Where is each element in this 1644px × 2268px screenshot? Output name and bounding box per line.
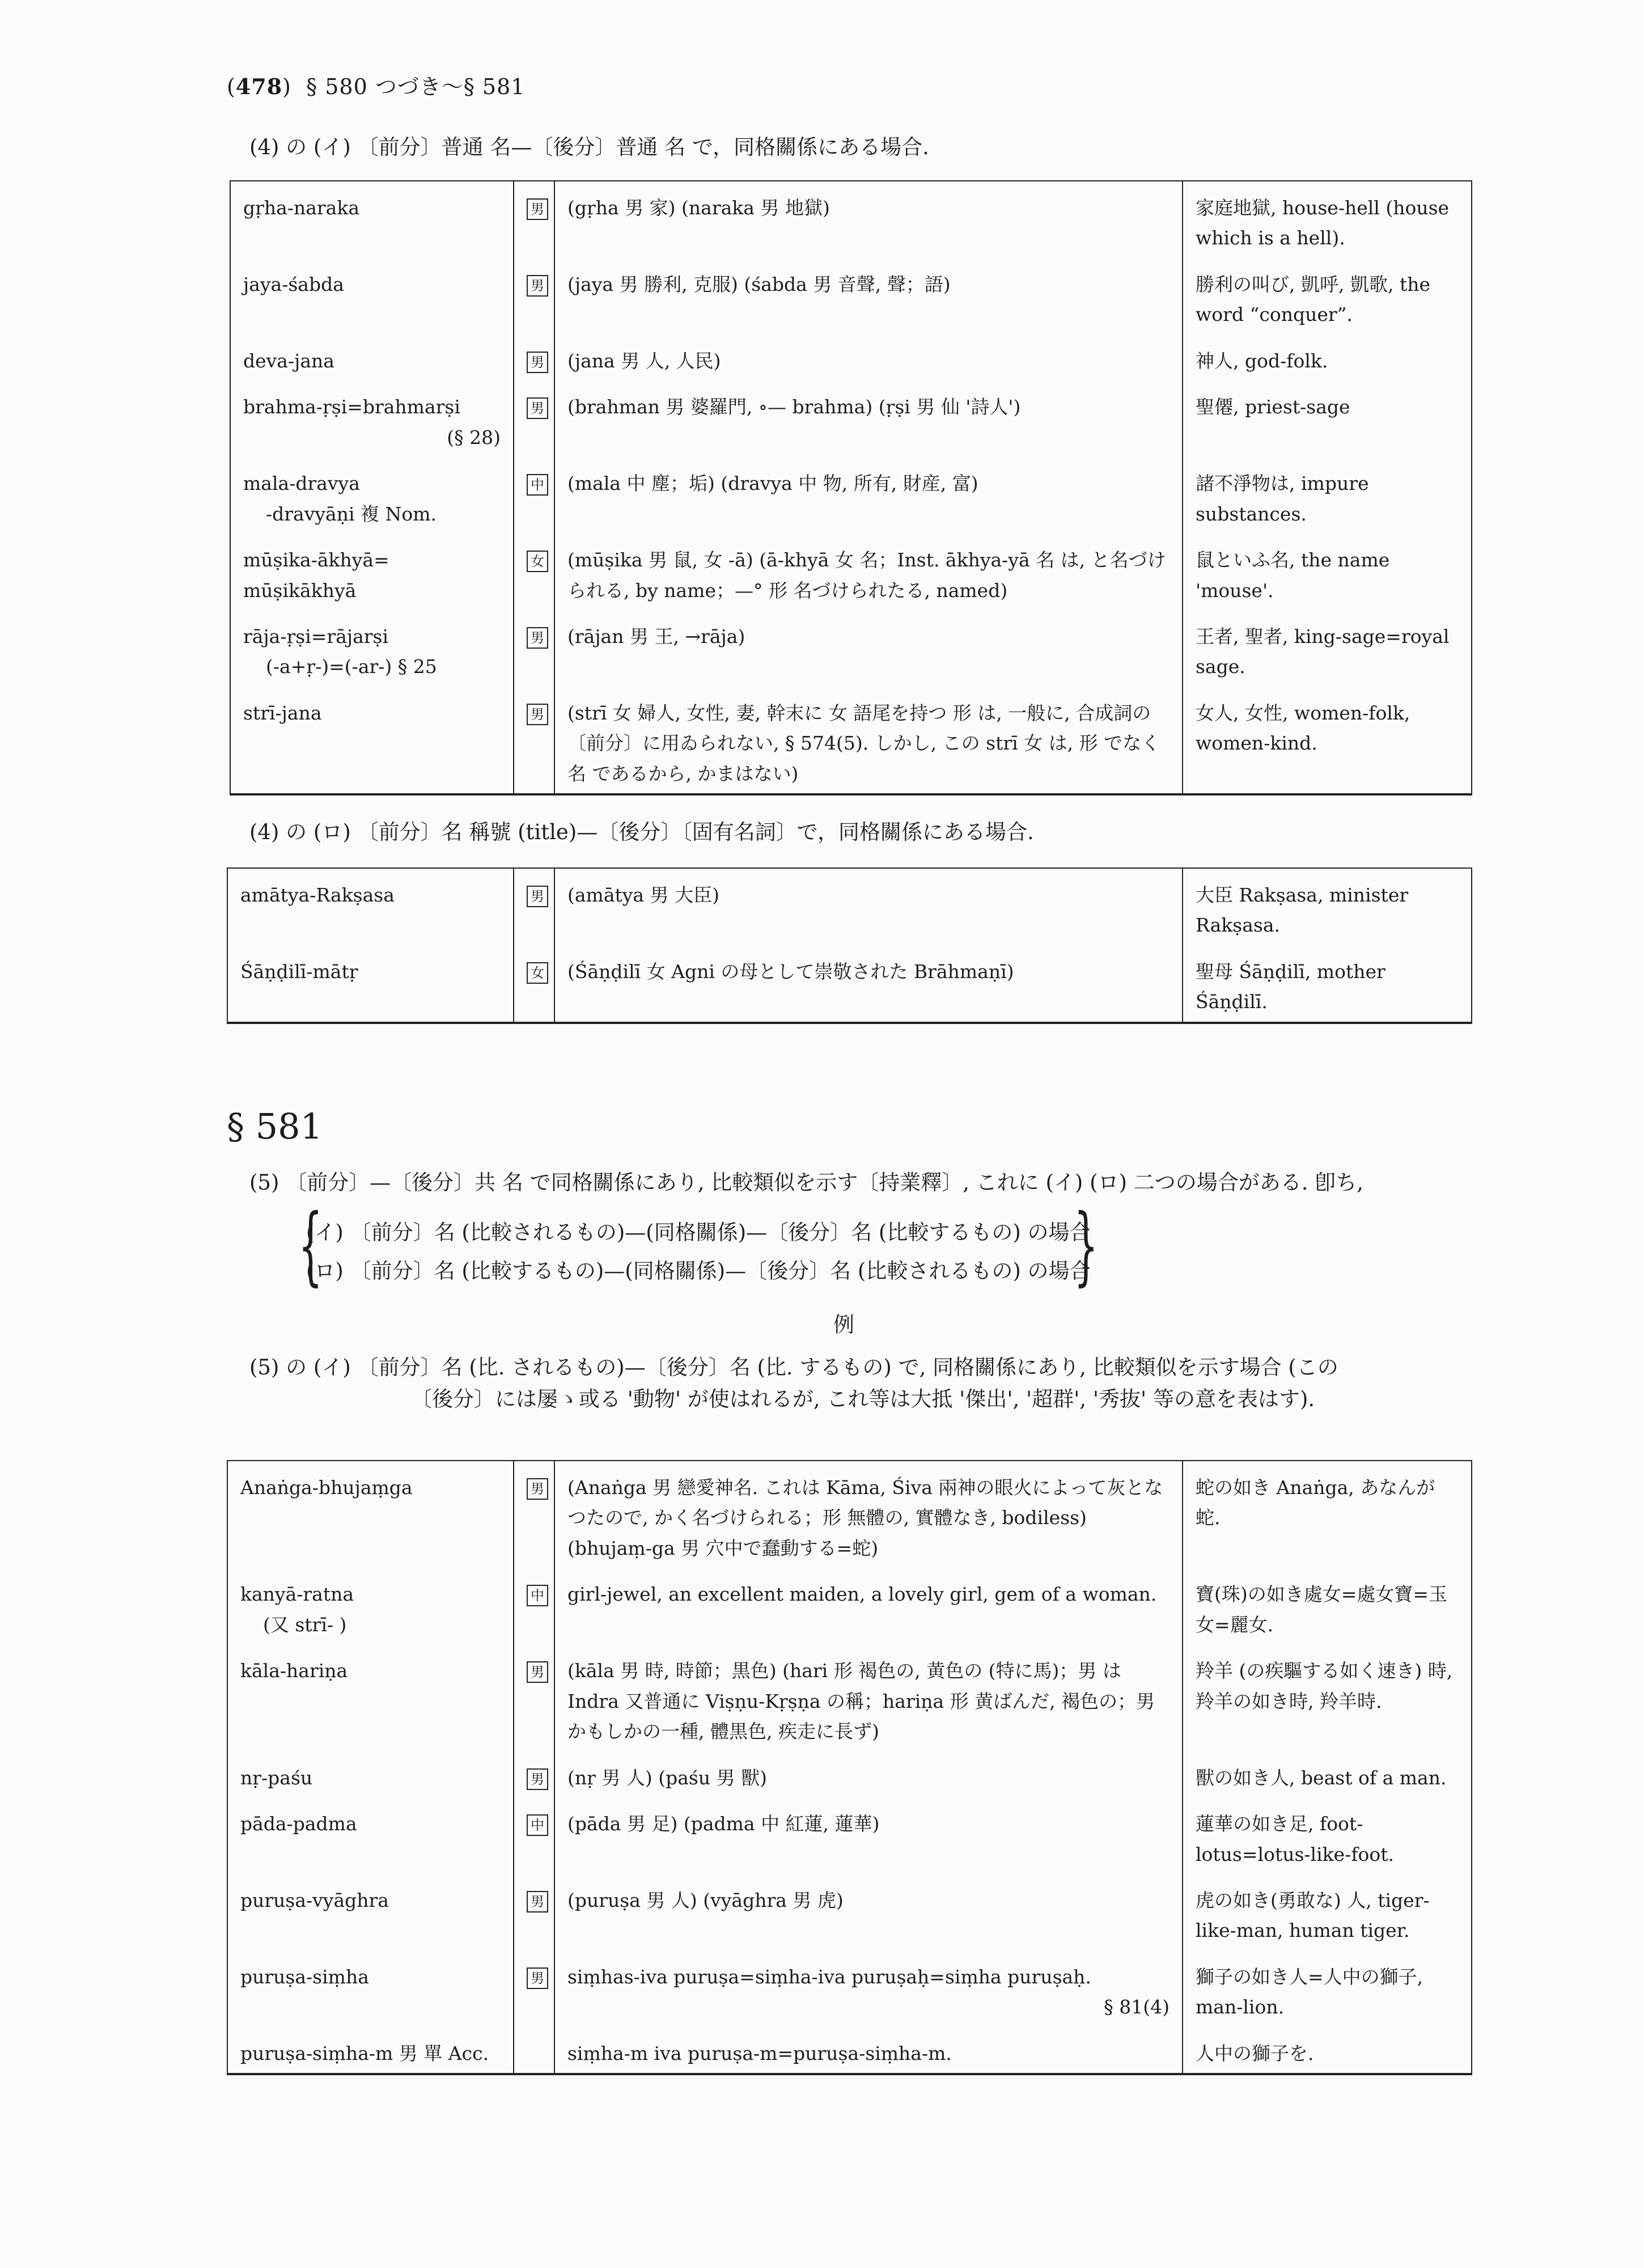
- meaning-cell: [1183, 945, 1472, 1023]
- meaning: 人中の獅子を.: [1196, 2042, 1314, 2064]
- compound-table-5-i: [227, 1460, 1472, 2075]
- analysis: (mala 中 塵；垢) (dravya 中 物, 所有, 財産, 富): [567, 472, 978, 495]
- compound-table-4-ro: [227, 868, 1472, 1024]
- gender-cell: [514, 1874, 554, 1950]
- meaning: 勝利の叫び, 凱呼, 凱歌, the word “conquer”.: [1196, 273, 1430, 326]
- analysis-cell: [554, 258, 1183, 335]
- analysis: (kāla 男 時, 時節；黒色) (hari 形 褐色の, 黄色の (特に馬)；男 は Indra 又普通に Viṣṇu-Kṛṣṇa の稱；hariṇa 形 黄ばんだ, 褐色の；男 かもしかの一種, 體黒色, 疾走に長ず): [567, 1660, 1155, 1743]
- table-row: [227, 1874, 1472, 1950]
- gender-cell: [514, 1797, 554, 1874]
- meaning-cell: [1183, 1568, 1472, 1644]
- table-row: [230, 534, 1472, 610]
- term: mūṣika-ākhyā=: [243, 549, 389, 572]
- gender-cell: [514, 945, 554, 1023]
- meaning: 諸不淨物は, impure substances.: [1196, 472, 1369, 525]
- table-row: [227, 1461, 1472, 1568]
- gender-marker: 男: [527, 275, 548, 297]
- analysis: (jaya 男 勝利, 克服) (śabda 男 音聲, 聲；語): [567, 273, 951, 295]
- analysis-cell: [554, 534, 1183, 610]
- term-cell: [230, 335, 514, 380]
- table-row: [230, 335, 1472, 380]
- term-cell: [227, 2027, 514, 2074]
- meaning-cell: [1183, 1950, 1472, 2027]
- term: pāda-padma: [240, 1813, 357, 1835]
- term: jaya-śabda: [243, 273, 344, 295]
- meaning-cell: [1183, 1874, 1472, 1950]
- term-cell: [227, 1751, 514, 1797]
- term: puruṣa-vyāghra: [240, 1889, 389, 1911]
- gender-cell: [514, 2027, 554, 2074]
- meaning: 王者, 聖者, king-sage=royal sage.: [1196, 625, 1450, 678]
- heading-4-i: (4) の (イ) 〔前分〕普通 名—〔後分〕普通 名 で，同格關係にある場合.: [249, 135, 929, 159]
- heading-5-i-line1: (5) の (イ) 〔前分〕名 (比. されるもの)—〔後分〕名 (比. するもの) で, 同格關係にあり, 比較類似を示す場合 (この: [249, 1355, 1338, 1380]
- meaning-cell: [1183, 2027, 1472, 2074]
- analysis: siṃhas-iva puruṣa=siṃha-iva puruṣaḥ=siṃha puruṣaḥ.: [567, 1965, 1091, 1988]
- gender-marker: 男: [527, 704, 548, 725]
- meaning-cell: [1183, 258, 1472, 335]
- term-cell: [230, 457, 514, 534]
- table-row: [227, 1797, 1472, 1874]
- term: amātya-Rakṣasa: [240, 884, 395, 906]
- analysis-cell: [554, 1644, 1183, 1751]
- gender-marker: 男: [527, 352, 548, 373]
- analysis: (rājan 男 王, →rāja): [567, 625, 745, 648]
- analysis-cell: [554, 868, 1183, 945]
- analysis: siṃha-m iva puruṣa-m=puruṣa-siṃha-m.: [567, 2042, 952, 2064]
- analysis: (jana 男 人, 人民): [567, 349, 721, 372]
- meaning: 神人, god-folk.: [1196, 349, 1328, 372]
- meaning-cell: [1183, 457, 1472, 534]
- gender-marker: 男: [527, 1967, 548, 1989]
- gender-cell: [514, 1950, 554, 2027]
- table-row: [227, 1644, 1472, 1751]
- term-cell: [230, 258, 514, 335]
- term: kāla-hariṇa: [240, 1660, 348, 1682]
- table-row: [230, 610, 1472, 687]
- analysis: (nṛ 男 人) (paśu 男 獸): [567, 1766, 767, 1789]
- analysis-cell: [554, 335, 1183, 380]
- gender-cell: [514, 610, 554, 687]
- gender-cell: [514, 457, 554, 534]
- term: strī-jana: [243, 701, 322, 724]
- term-cell: [230, 181, 514, 258]
- meaning: 獅子の如き人=人中の獅子, man-lion.: [1196, 1965, 1423, 2019]
- gender-marker: 中: [527, 1814, 548, 1836]
- analysis-cell: [554, 457, 1183, 534]
- term: puruṣa-siṃha: [240, 1965, 369, 1988]
- gender-marker: 男: [527, 886, 548, 907]
- analysis-cell: [554, 380, 1183, 457]
- analysis-cell: [554, 2027, 1183, 2074]
- term-cell: [227, 1874, 514, 1950]
- analysis-cell: [554, 1874, 1183, 1950]
- gender-marker: 男: [527, 627, 548, 649]
- term: brahma-ṛṣi=brahmarṣi: [243, 396, 460, 418]
- gender-cell: [514, 1568, 554, 1644]
- meaning: 蓮華の如き足, foot-lotus=lotus-like-foot.: [1196, 1813, 1395, 1865]
- meaning-cell: [1183, 380, 1472, 457]
- gender-cell: [514, 868, 554, 945]
- analysis: (pāda 男 足) (padma 中 紅蓮, 蓮華): [567, 1813, 880, 1835]
- gender-marker: 男: [527, 1768, 548, 1790]
- term: Anaṅga-bhujaṃga: [240, 1476, 413, 1499]
- term: deva-jana: [243, 349, 334, 372]
- meaning: 獸の如き人, beast of a man.: [1196, 1766, 1447, 1789]
- gender-marker: 男: [527, 1478, 548, 1500]
- term-note: mūṣikākhyā: [243, 579, 357, 602]
- gender-cell: [514, 335, 554, 380]
- gender-marker: 女: [527, 962, 548, 984]
- analysis-cell: [554, 687, 1183, 794]
- term-cell: [227, 945, 514, 1023]
- analysis-cell: [554, 1797, 1183, 1874]
- term-note: (-a+ṛ-)=(-ar-) § 25: [266, 655, 437, 678]
- meaning: 虎の如き(勇敢な) 人, tiger-like-man, human tiger.: [1196, 1889, 1430, 1942]
- analysis: (puruṣa 男 人) (vyāghra 男 虎): [567, 1889, 844, 1911]
- meaning-cell: [1183, 687, 1472, 794]
- analysis: (gṛha 男 家) (naraka 男 地獄): [567, 197, 830, 219]
- running-sections: § 580 つづき～§ 581: [306, 74, 526, 99]
- meaning: 大臣 Rakṣasa, minister Rakṣasa.: [1196, 884, 1409, 937]
- analysis: (mūṣika 男 鼠, 女 -ā) (ā-khyā 女 名；Inst. ākhya-yā 名 は, と名づけられる, by name；—° 形 名づけられたる, named): [567, 549, 1166, 602]
- heading-4-ro: (4) の (ロ) 〔前分〕名 稱號 (title)—〔後分〕〔固有名詞〕で，同格關係にある場合.: [249, 820, 1034, 844]
- gender-cell: [514, 534, 554, 610]
- table-row: [230, 258, 1472, 335]
- term: nṛ-paśu: [240, 1766, 313, 1789]
- term: kanyā-ratna: [240, 1583, 354, 1606]
- meaning-cell: [1183, 1797, 1472, 1874]
- gender-cell: [514, 380, 554, 457]
- term-cell: [230, 534, 514, 610]
- gender-cell: [514, 1751, 554, 1797]
- analysis: (Śāṇḍilī 女 Agni の母として崇敬された Brāhmaṇī): [567, 960, 1014, 983]
- table-row: [227, 2027, 1472, 2074]
- meaning-cell: [1183, 1461, 1472, 1568]
- term-cell: [227, 1644, 514, 1751]
- analysis: (brahman 男 婆羅門, ∘— brahma) (ṛṣi 男 仙 '詩人'): [567, 396, 1021, 418]
- gender-marker: 女: [527, 551, 548, 572]
- term-cell: [230, 380, 514, 457]
- gender-marker: 中: [527, 1585, 548, 1606]
- analysis-cell: [554, 1751, 1183, 1797]
- gender-cell: [514, 687, 554, 794]
- term-cell: [227, 1568, 514, 1644]
- heading-5-i: [249, 1352, 1485, 1415]
- gender-cell: [514, 181, 554, 258]
- meaning: 聖母 Śāṇḍilī, mother Śāṇḍilī.: [1196, 960, 1385, 1013]
- meaning: 羚羊 (の疾驅する如く速き) 時, 羚羊の如き時, 羚羊時.: [1196, 1660, 1453, 1712]
- analysis-cell: [554, 1461, 1183, 1568]
- term-cell: [230, 687, 514, 794]
- analysis-cell: [554, 610, 1183, 687]
- meaning-cell: [1183, 1751, 1472, 1797]
- meaning: 鼠といふ名, the name 'mouse'.: [1196, 549, 1390, 602]
- gender-marker: 男: [527, 1661, 548, 1683]
- gender-cell: [514, 258, 554, 335]
- term-note: (§ 28): [447, 426, 501, 448]
- table-row: [227, 945, 1472, 1023]
- term-cell: [230, 610, 514, 687]
- meaning: 女人, 女性, women-folk, women-kind.: [1196, 701, 1410, 755]
- table-row: [230, 687, 1472, 794]
- analysis-cell: [554, 1950, 1183, 2027]
- table-row: [230, 181, 1472, 258]
- term: puruṣa-siṃha-m 男 單 Acc.: [240, 2042, 489, 2064]
- table-row: [227, 1751, 1472, 1797]
- meaning-cell: [1183, 1644, 1472, 1751]
- running-head: (478) § 580 つづき～§ 581: [227, 74, 526, 99]
- analysis-cell: [554, 181, 1183, 258]
- analysis: girl-jewel, an excellent maiden, a lovely girl, gem of a woman.: [567, 1583, 1157, 1606]
- meaning-cell: [1183, 534, 1472, 610]
- term-cell: [227, 868, 514, 945]
- analysis-ref: § 81(4): [1104, 1996, 1170, 2019]
- gender-marker: 男: [527, 198, 548, 220]
- term: Śāṇḍilī-mātṛ: [240, 960, 358, 983]
- gender-cell: [514, 1644, 554, 1751]
- term-note: -dravyāṇi 複 Nom.: [266, 502, 437, 525]
- analysis-cell: [554, 945, 1183, 1023]
- table-row: [230, 457, 1472, 534]
- term-cell: [227, 1461, 514, 1568]
- page-number: 478: [235, 74, 283, 99]
- term: mala-dravya: [243, 472, 360, 495]
- compound-table-4-i: [230, 180, 1472, 796]
- left-brace: {: [298, 1196, 323, 1295]
- analysis: (amātya 男 大臣): [567, 884, 719, 906]
- example-label: 例: [833, 1313, 854, 1337]
- analysis: (strī 女 婦人, 女性, 妻, 幹末に 女 語尾を持つ 形 は, 一般に, 合成詞の〔前分〕に用ゐられない, § 574(5). しかし, この strī 女 は, 形 でなく 名 であるから, かまはない): [567, 701, 1160, 785]
- table-row: [227, 1568, 1472, 1644]
- analysis-cell: [554, 1568, 1183, 1644]
- gender-marker: 男: [527, 397, 548, 419]
- term: gṛha-naraka: [243, 197, 360, 219]
- gender-marker: 中: [527, 474, 548, 496]
- meaning-cell: [1183, 181, 1472, 258]
- meaning: 寶(珠)の如き處女=處女寶=玉女=麗女.: [1196, 1583, 1448, 1636]
- meaning-cell: [1183, 610, 1472, 687]
- table-row: [227, 1950, 1472, 2027]
- case-brace-block: [298, 1196, 1099, 1295]
- table-row: [230, 380, 1472, 457]
- term-note: (又 strī- ): [263, 1613, 347, 1636]
- intro-581: (5) 〔前分〕—〔後分〕共 名 で同格關係にあり, 比較類似を示す〔持業釋〕, これに (イ) (ロ) 二つの場合がある. 卽ち,: [249, 1170, 1364, 1195]
- term-cell: [227, 1950, 514, 2027]
- term-cell: [227, 1797, 514, 1874]
- gender-cell: [514, 1461, 554, 1568]
- meaning: 家庭地獄, house-hell (house which is a hell).: [1196, 197, 1450, 249]
- case-i: (イ) 〔前分〕名 (比較されるもの)—(同格關係)—〔後分〕名 (比較するもの) の場合: [306, 1220, 1091, 1245]
- meaning: 蛇の如き Anaṅga, あなんが蛇.: [1196, 1476, 1435, 1529]
- analysis: (Anaṅga 男 戀愛神名. これは Kāma, Śiva 兩神の眼火によって灰となつたので, かく名づけられる；形 無體の, 實體なき, bodiless) (bhujaṃ-ga 男 穴中で蠢動する=蛇): [567, 1476, 1163, 1559]
- section-heading-581: § 581: [227, 1106, 323, 1147]
- meaning-cell: [1183, 868, 1472, 945]
- table-row: [227, 868, 1472, 945]
- case-ro: (ロ) 〔前分〕名 (比較するもの)—(同格關係)—〔後分〕名 (比較されるもの) の場合: [306, 1259, 1091, 1284]
- gender-marker: 男: [527, 1891, 548, 1912]
- meaning: 聖僊, priest-sage: [1196, 396, 1350, 418]
- heading-5-i-line2: 〔後分〕には屡ゝ或る '動物' が使はれるが, これ等は大抵 '傑出', '超群', '秀抜' 等の意を表はす).: [411, 1386, 1315, 1411]
- term: rāja-ṛṣi=rājarṣi: [243, 625, 389, 648]
- meaning-cell: [1183, 335, 1472, 380]
- right-brace: }: [1074, 1196, 1099, 1295]
